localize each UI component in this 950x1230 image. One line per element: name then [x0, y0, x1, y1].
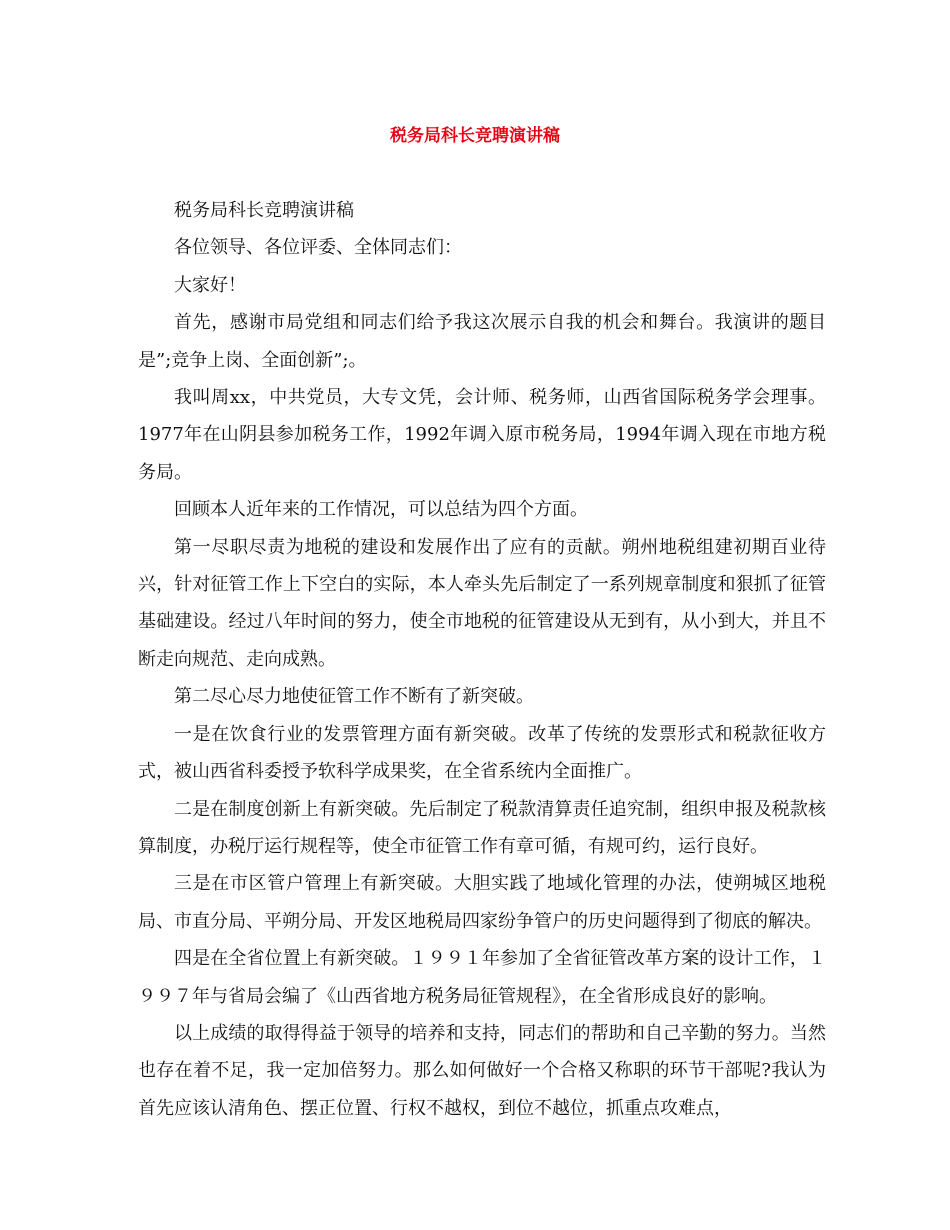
document-title: 税务局科长竞聘演讲稿	[390, 126, 560, 146]
paragraph: 第一尽职尽责为地税的建设和发展作出了应有的贡献。朔州地税组建初期百业待兴，针对征管工作上下空白的实际，本人牵头先后制定了一系列规章制度和狠抓了征管基础建设。经过八年时间的努力，使全市地税的征管建设从无到有，从小到大，并且不断走向规范、走向成熟。	[138, 536, 826, 670]
paragraph: 回顾本人近年来的工作情况，可以总结为四个方面。	[174, 499, 588, 521]
paragraph: 一是在饮食行业的发票管理方面有新突破。改革了传统的发票形式和税款征收方式，被山西省科委授予软科学成果奖，在全省系统内全面推广。	[138, 723, 826, 783]
paragraph: 二是在制度创新上有新突破。先后制定了税款清算责任追究制，组织申报及税款核算制度，办税厅运行规程等，使全市征管工作有章可循，有规可约，运行良好。	[138, 798, 826, 857]
paragraph: 我叫周xx，中共党员，大专文凭，会计师、税务师，山西省国际税务学会理事。1977年在山阴县参加税务工作，1992年调入原市税务局，1994年调入现在市地方税务局。	[138, 387, 826, 483]
document-body	[138, 192, 826, 1127]
paragraph: 第二尽心尽力地使征管工作不断有了新突破。	[174, 686, 534, 708]
paragraph: 三是在市区管户管理上有新突破。大胆实践了地域化管理的办法，使朔城区地税局、市直分局、平朔分局、开发区地税局四家纷争管户的历史问题得到了彻底的解决。	[138, 873, 826, 932]
paragraph: 税务局科长竞聘演讲稿	[174, 200, 354, 221]
paragraph: 大家好！	[174, 274, 246, 296]
paragraph: 以上成绩的取得得益于领导的培养和支持，同志们的帮助和自己辛勤的努力。当然也存在着不足，我一定加倍努力。那么如何做好一个合格又称职的环节干部呢?我认为首先应该认清角色、摆正位置、行权不越权，到位不越位，抓重点攻难点，	[138, 1022, 826, 1119]
paragraph: 四是在全省位置上有新突破。１９９１年参加了全省征管改革方案的设计工作，１９９７年与省局会编了《山西省地方税务局征管规程》，在全省形成良好的影响。	[138, 948, 826, 1007]
paragraph: 首先，感谢市局党组和同志们给予我这次展示自我的机会和舞台。我演讲的题目是”;竞争上岗、全面创新”;。	[138, 312, 826, 371]
paragraph: 各位领导、各位评委、全体同志们：	[174, 237, 462, 259]
